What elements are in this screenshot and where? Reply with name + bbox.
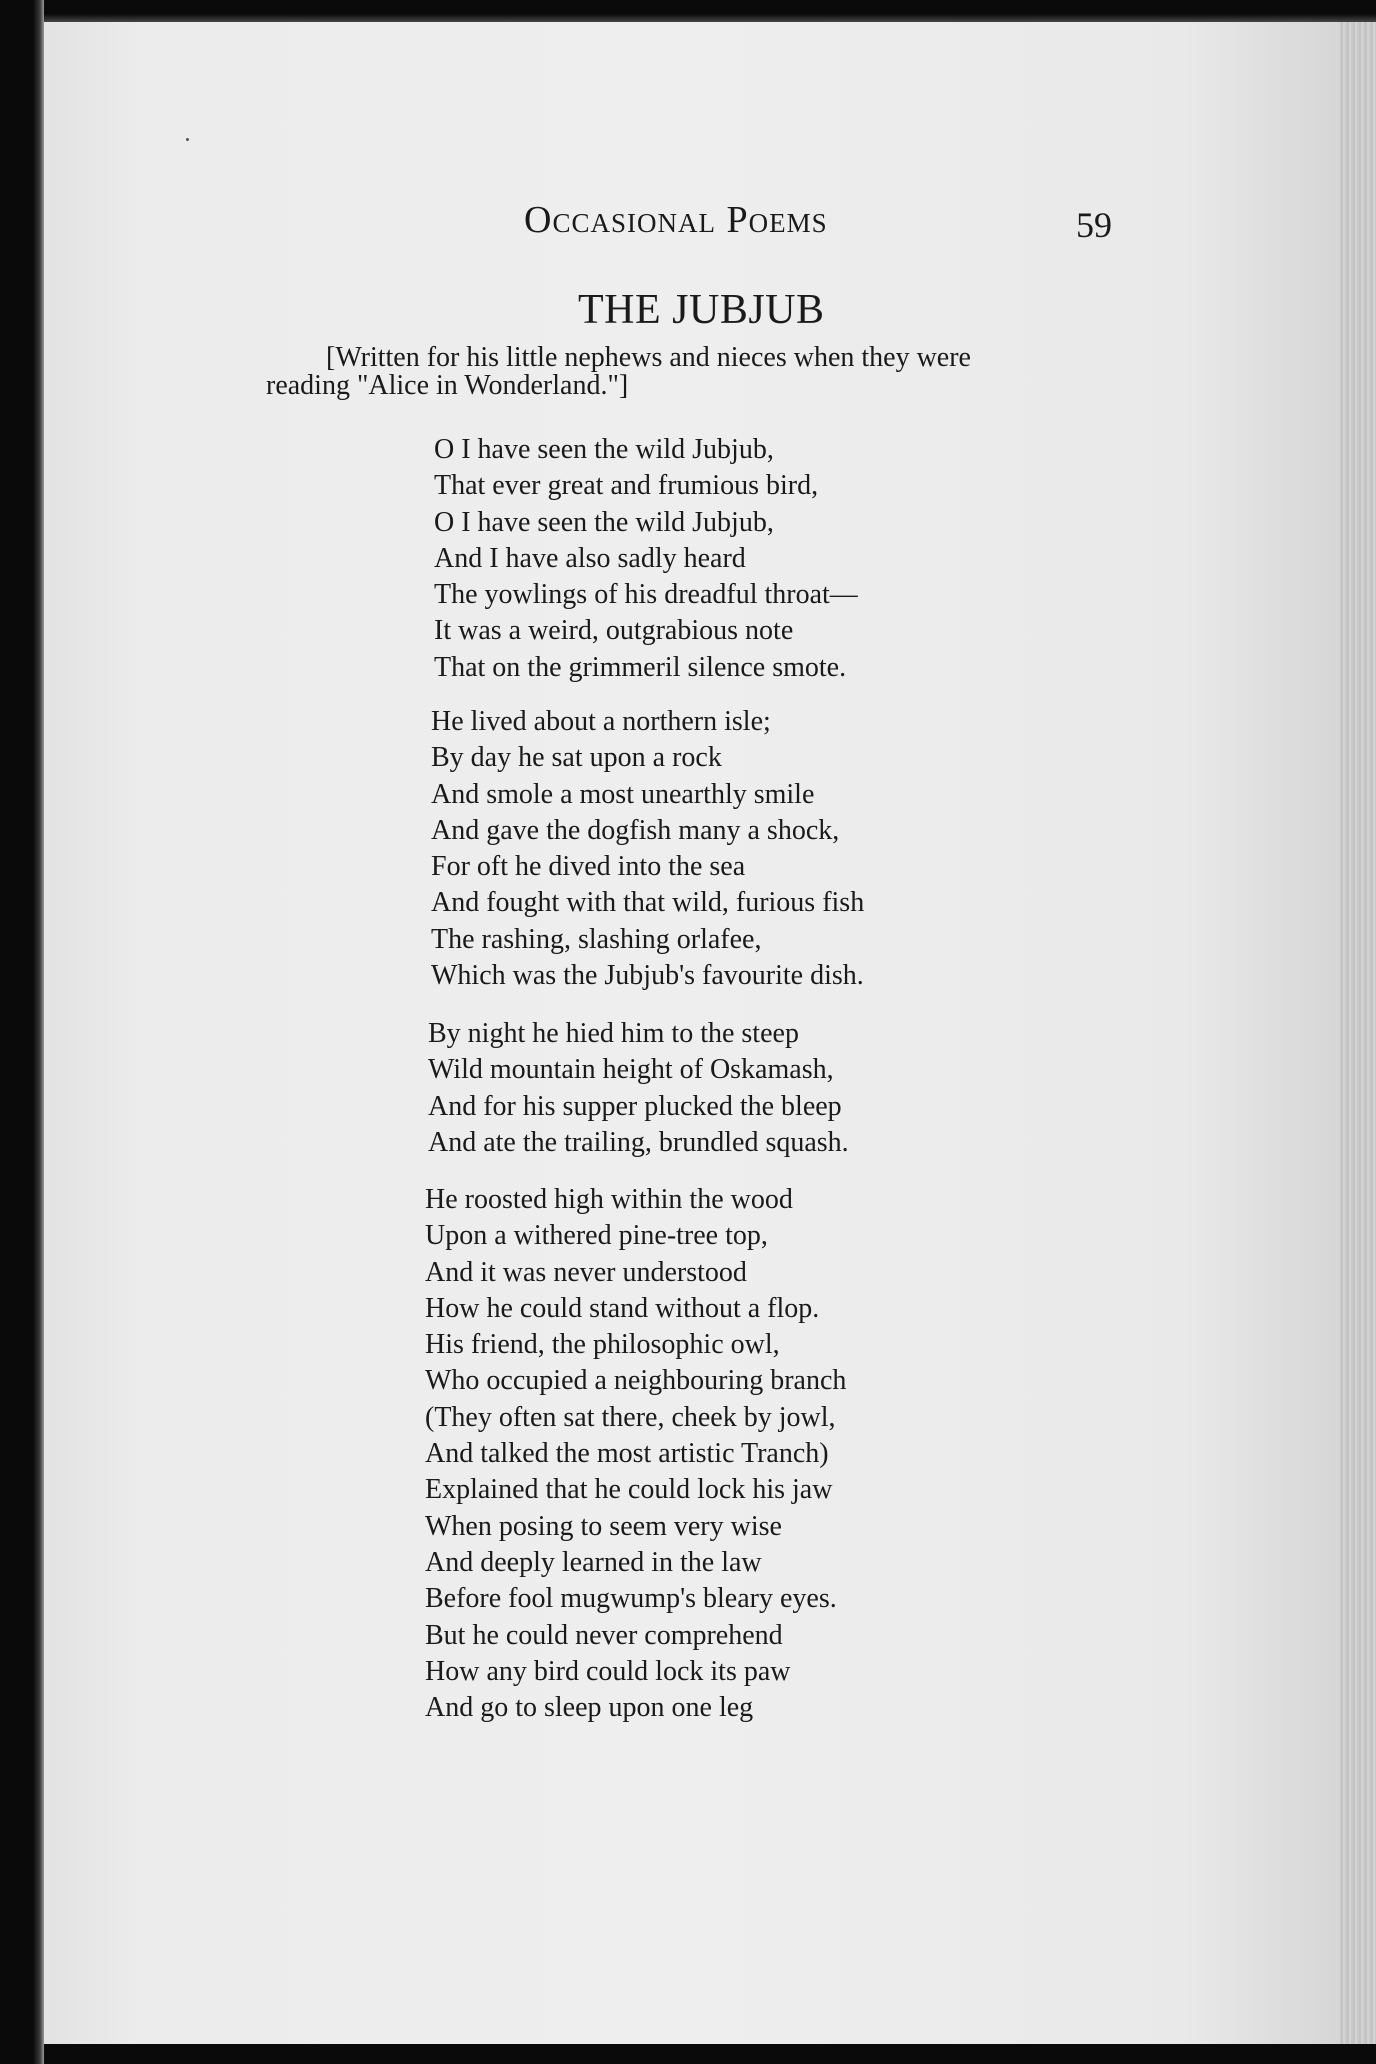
poem-line: (They often sat there, cheek by jowl, [425, 1401, 836, 1433]
poem-introduction [266, 344, 1126, 400]
poem-line: And it was never understood [425, 1256, 747, 1288]
poem-line: And gave the dogfish many a shock, [431, 814, 840, 846]
poem-line: Wild mountain height of Oskamash, [428, 1054, 834, 1086]
poem-line: For oft he dived into the sea [431, 851, 746, 883]
poem-line: And deeply learned in the law [425, 1546, 762, 1578]
poem-line: O I have seen the wild Jubjub, [434, 506, 774, 538]
poem-line: And for his supper plucked the bleep [428, 1090, 842, 1122]
poem-line: And smole a most unearthly smile [431, 778, 815, 810]
poem-line: By night he hied him to the steep [428, 1018, 799, 1049]
stanza-4 [425, 1182, 846, 1726]
poem-line: He lived about a northern isle; [431, 706, 771, 737]
poem-line: But he could never comprehend [425, 1619, 783, 1651]
poem-line: That on the grimmeril silence smote. [434, 651, 847, 683]
page-edges [1340, 22, 1376, 2044]
stanza-1 [434, 432, 858, 686]
stanza-2 [431, 704, 864, 994]
poem-line: How he could stand without a flop. [425, 1292, 820, 1324]
poem-line: He roosted high within the wood [425, 1184, 793, 1215]
poem-line: When posing to seem very wise [425, 1510, 782, 1542]
dust-speck [186, 138, 189, 141]
stanza-3 [428, 1016, 849, 1161]
poem-line: His friend, the philosophic owl, [425, 1329, 780, 1361]
poem-title: THE JUBJUB [578, 287, 825, 333]
poem-line: And I have also sadly heard [434, 542, 746, 574]
poem-line: Before fool mugwump's bleary eyes. [425, 1583, 837, 1615]
poem-line: The yowlings of his dreadful throat— [434, 579, 858, 611]
poem-line: And ate the trailing, brundled squash. [428, 1126, 849, 1158]
poem-line: And go to sleep upon one leg [425, 1692, 754, 1724]
page-number: 59 [1076, 205, 1112, 245]
intro-line: reading "Alice in Wonderland."] [266, 370, 629, 401]
spine-shadow [34, 0, 44, 2064]
running-head: Occasional Poems [524, 199, 828, 241]
poem-line: Which was the Jubjub's favourite dish. [431, 960, 864, 992]
poem-line: O I have seen the wild Jubjub, [434, 434, 774, 465]
poem-line: And talked the most artistic Tranch) [425, 1438, 829, 1470]
poem-line: The rashing, slashing orlafee, [431, 923, 762, 955]
poem-line: It was a weird, outgrabious note [434, 615, 794, 647]
poem-line: By day he sat upon a rock [431, 742, 722, 774]
intro-line: [Written for his little nephews and nieces when they were [326, 342, 971, 373]
poem-line: That ever great and frumious bird, [434, 470, 819, 502]
poem-line: Explained that he could lock his jaw [425, 1474, 833, 1506]
poem-line: Upon a withered pine-tree top, [425, 1220, 768, 1252]
poem-line: And fought with that wild, furious fish [431, 887, 865, 919]
poem-line: How any bird could lock its paw [425, 1655, 791, 1687]
poem-line: Who occupied a neighbouring branch [425, 1365, 847, 1397]
